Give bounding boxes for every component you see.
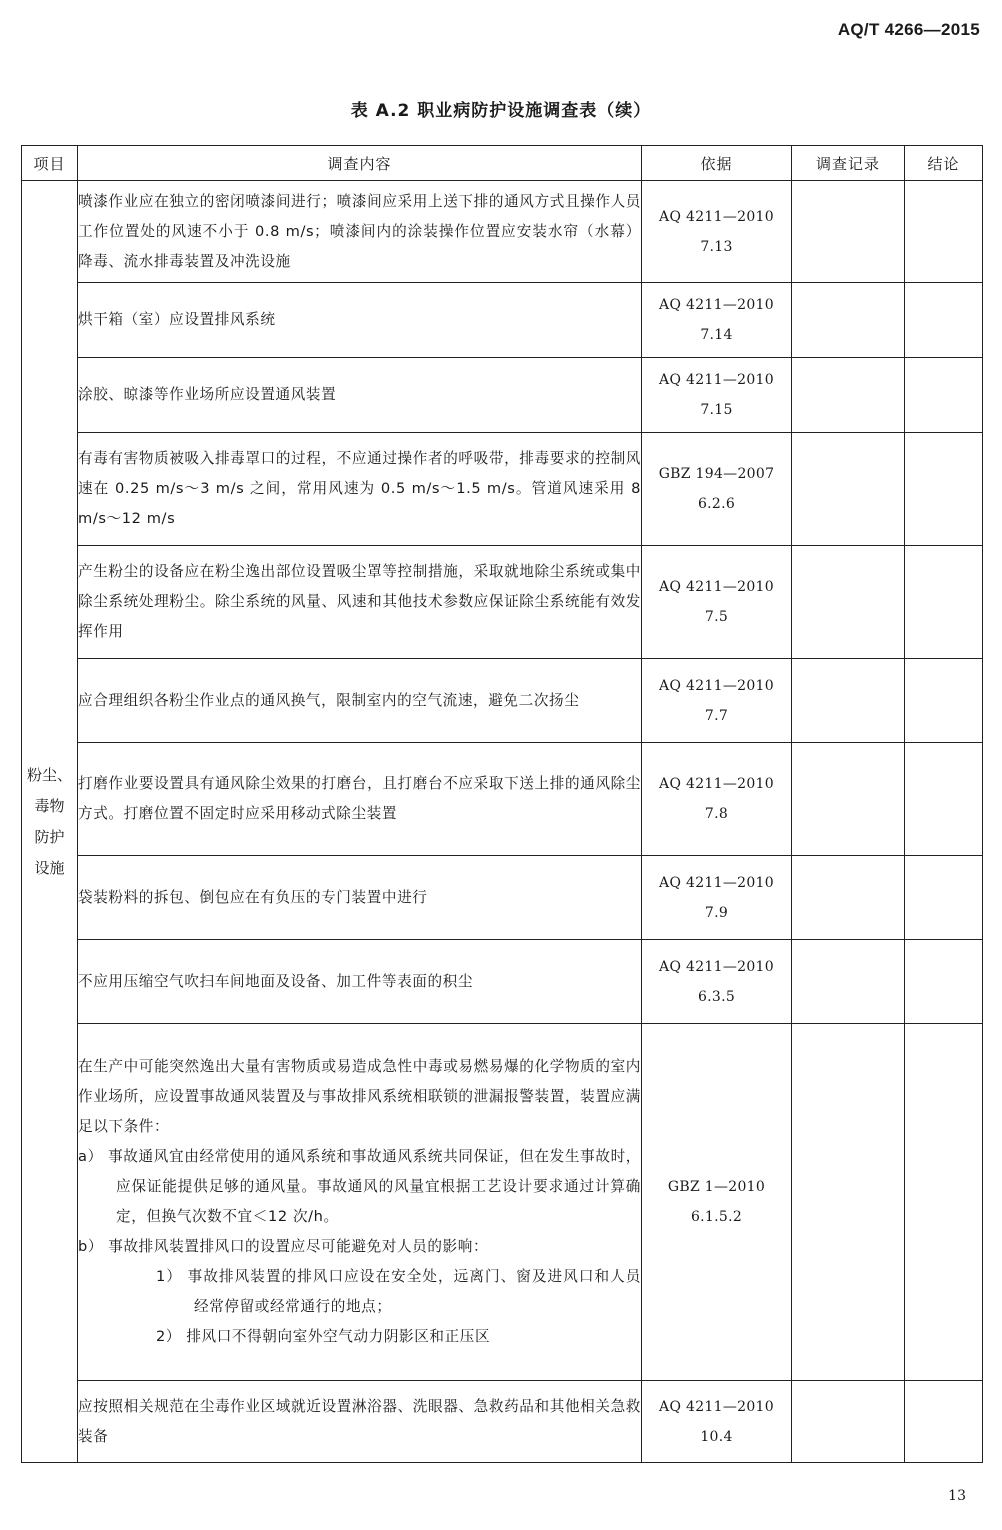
table-row	[22, 283, 983, 358]
basis-cell	[642, 181, 792, 283]
content-cell: 烘干箱（室）应设置排风系统	[78, 283, 642, 358]
conclusion-cell[interactable]	[905, 181, 983, 283]
record-cell[interactable]	[792, 1381, 905, 1463]
basis-clause: 6.3.5	[697, 988, 736, 1005]
table-row	[22, 1381, 983, 1463]
conclusion-cell[interactable]	[905, 358, 983, 433]
content-cell	[78, 1024, 642, 1381]
table-row	[22, 940, 983, 1024]
category-line: 防护	[34, 827, 65, 846]
basis-clause: 6.1.5.2	[690, 1209, 743, 1225]
content-cell: 应合理组织各粉尘作业点的通风换气，限制室内的空气流速，避免二次扬尘	[78, 659, 642, 743]
content-cell: 产生粉尘的设备应在粉尘逸出部位设置吸尘罩等控制措施，采取就地除尘系统或集中除尘系统处理粉尘。除尘系统的风量、风速和其他技术参数应保证除尘系统能有效发挥作用	[78, 546, 642, 659]
basis-clause: 7.15	[700, 402, 733, 418]
table-row	[22, 181, 983, 283]
content-cell: 袋装粉料的拆包、倒包应在有负压的专门装置中进行	[78, 856, 642, 940]
page-number: 13	[948, 1488, 966, 1504]
table-row	[22, 659, 983, 743]
conclusion-cell[interactable]	[905, 433, 983, 546]
basis-cell	[642, 358, 792, 433]
basis-cell	[642, 1024, 792, 1381]
record-cell[interactable]	[792, 940, 905, 1024]
basis-clause: 7.9	[704, 904, 729, 921]
basis-code: AQ 4211—2010	[659, 958, 774, 975]
record-cell[interactable]	[792, 433, 905, 546]
col-header-conclusion: 结论	[905, 146, 983, 181]
basis-clause: 7.14	[700, 327, 733, 343]
content-cell: 不应用压缩空气吹扫车间地面及设备、加工件等表面的积尘	[78, 940, 642, 1024]
basis-cell	[642, 283, 792, 358]
basis-code: GBZ 194—2007	[658, 466, 775, 482]
basis-code: AQ 4211—2010	[659, 208, 774, 225]
record-cell[interactable]	[792, 181, 905, 283]
basis-code: AQ 4211—2010	[659, 677, 774, 694]
basis-cell	[642, 743, 792, 856]
conclusion-cell[interactable]	[905, 546, 983, 659]
record-cell[interactable]	[792, 743, 905, 856]
basis-clause: 7.13	[700, 238, 733, 255]
record-cell[interactable]	[792, 856, 905, 940]
basis-clause: 7.5	[704, 609, 729, 625]
conclusion-cell[interactable]	[905, 659, 983, 743]
record-cell[interactable]	[792, 283, 905, 358]
conclusion-cell[interactable]	[905, 940, 983, 1024]
table-title: 表 A.2 职业病防护设施调查表（续）	[350, 101, 652, 121]
conclusion-cell[interactable]	[905, 743, 983, 856]
list-item: 1） 事故排风装置的排风口应设在安全处，远离门、窗及进风口和人员经常停留或经常通行的地点；	[156, 1268, 641, 1315]
col-header-record: 调查记录	[792, 146, 905, 181]
basis-clause: 10.4	[700, 1428, 733, 1445]
content-intro: 在生产中可能突然逸出大量有害物质或易造成急性中毒或易燃易爆的化学物质的室内作业场所，应设置事故通风装置及与事故排风系统相联锁的泄漏报警装置，装置应满足以下条件：	[78, 1058, 641, 1135]
basis-code: AQ 4211—2010	[659, 874, 774, 891]
col-header-item: 项目	[22, 146, 78, 181]
basis-clause: 7.8	[704, 806, 729, 822]
table-row	[22, 743, 983, 856]
content-cell: 喷漆作业应在独立的密闭喷漆间进行；喷漆间应采用上送下排的通风方式且操作人员工作位置处的风速不小于 0.8 m/s；喷漆间内的涂装操作位置应安装水帘（水幕）降毒、流水排毒装置及冲洗设施	[78, 181, 642, 283]
basis-code: AQ 4211—2010	[659, 579, 774, 595]
table-row	[22, 546, 983, 659]
record-cell[interactable]	[792, 659, 905, 743]
basis-code: AQ 4211—2010	[659, 297, 774, 313]
conclusion-cell[interactable]	[905, 283, 983, 358]
conclusion-cell[interactable]	[905, 1381, 983, 1463]
conclusion-cell[interactable]	[905, 856, 983, 940]
basis-cell	[642, 433, 792, 546]
content-cell: 打磨作业要设置具有通风除尘效果的打磨台，且打磨台不应采取下送上排的通风除尘方式。打磨位置不固定时应采用移动式除尘装置	[78, 743, 642, 856]
basis-clause: 6.2.6	[697, 496, 736, 512]
header-row	[22, 146, 983, 181]
list-item: b） 事故排风装置排风口的设置应尽可能避免对人员的影响：	[78, 1238, 489, 1255]
col-header-content: 调查内容	[78, 146, 642, 181]
list-item: 2） 排风口不得朝向室外空气动力阴影区和正压区	[156, 1328, 491, 1345]
record-cell[interactable]	[792, 546, 905, 659]
basis-cell	[642, 1381, 792, 1463]
conclusion-cell[interactable]	[905, 1024, 983, 1381]
basis-code: AQ 4211—2010	[659, 1398, 774, 1415]
basis-code: GBZ 1—2010	[667, 1179, 766, 1195]
record-cell[interactable]	[792, 358, 905, 433]
category-line: 设施	[34, 858, 65, 877]
table-row	[22, 358, 983, 433]
basis-clause: 7.7	[704, 707, 729, 724]
basis-cell	[642, 940, 792, 1024]
list-item: a） 事故通风宜由经常使用的通风系统和事故通风系统共同保证，但在发生事故时，应保证能提供足够的通风量。事故通风的风量宜根据工艺设计要求通过计算确定，但换气次数不宜＜12 次/h。	[78, 1148, 641, 1225]
category-line: 毒物	[34, 796, 65, 815]
category-cell	[22, 181, 78, 1463]
category-line: 粉尘、	[26, 765, 72, 784]
basis-cell	[642, 546, 792, 659]
basis-cell	[642, 856, 792, 940]
basis-code: AQ 4211—2010	[659, 372, 774, 388]
col-header-basis: 依据	[642, 146, 792, 181]
content-cell: 有毒有害物质被吸入排毒罩口的过程，不应通过操作者的呼吸带，排毒要求的控制风速在 0.25 m/s～3 m/s 之间，常用风速为 0.5 m/s～1.5 m/s。管道风速采用 8 m/s～12 m/s	[78, 433, 642, 546]
basis-cell	[642, 659, 792, 743]
table-row	[22, 856, 983, 940]
content-cell: 应按照相关规范在尘毒作业区域就近设置淋浴器、洗眼器、急救药品和其他相关急救装备	[78, 1381, 642, 1463]
table-row	[22, 1024, 983, 1381]
content-cell: 涂胶、晾漆等作业场所应设置通风装置	[78, 358, 642, 433]
table-row	[22, 433, 983, 546]
survey-table	[21, 145, 983, 1463]
record-cell[interactable]	[792, 1024, 905, 1381]
standard-code: AQ/T 4266—2015	[837, 20, 980, 39]
basis-code: AQ 4211—2010	[659, 776, 774, 792]
